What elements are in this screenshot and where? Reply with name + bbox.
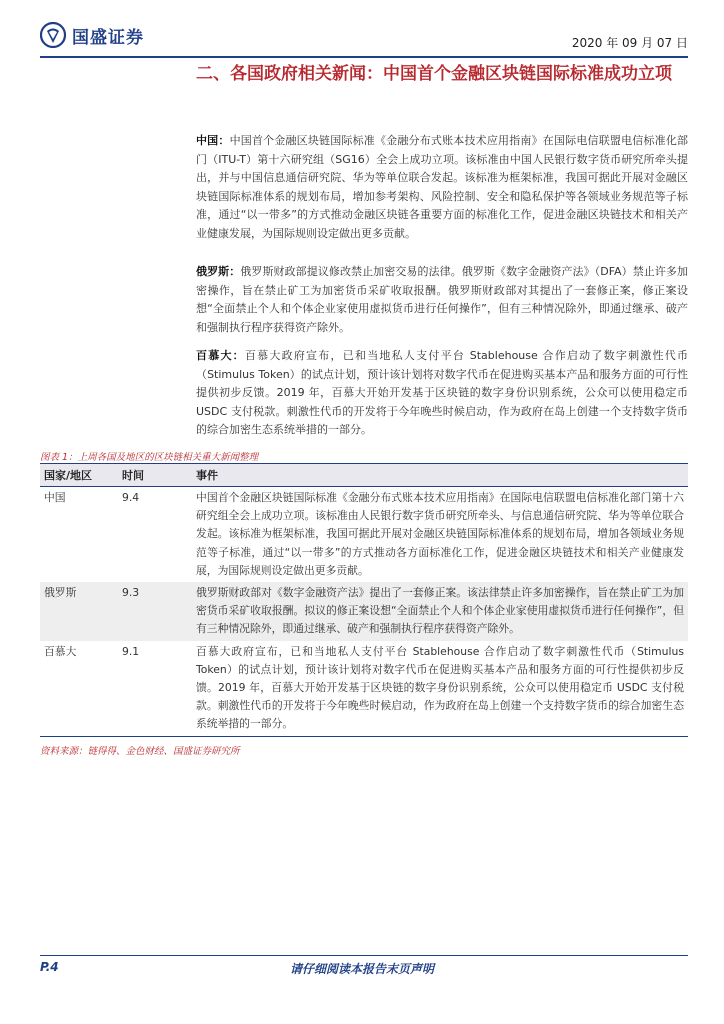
column-header-event: 事件 bbox=[196, 469, 218, 482]
cell-time: 9.4 bbox=[122, 491, 140, 504]
figure-caption: 图表 1：上周各国及地区的区块链相关重大新闻整理 bbox=[40, 452, 259, 463]
paragraph-bermuda bbox=[196, 347, 688, 440]
cell-country: 百慕大 bbox=[44, 644, 77, 658]
logo-emblem-icon bbox=[40, 22, 66, 48]
paragraph-lead: 中国： bbox=[196, 134, 230, 147]
cell-time: 9.1 bbox=[122, 644, 140, 658]
cell-time: 9.3 bbox=[122, 586, 140, 600]
page-header bbox=[40, 18, 688, 54]
table-row bbox=[40, 487, 688, 583]
cell-country: 中国 bbox=[44, 491, 66, 504]
table-row bbox=[40, 582, 688, 641]
paragraph-text: 俄罗斯财政部提议修改禁止加密交易的法律。俄罗斯《数字金融资产法》（DFA）禁止许多加密操作，旨在禁止矿工为加密货币采矿收取报酬。俄罗斯财政部对其提出了一套修正案，修正案设想“全面禁止个人和个体企业家使用虚拟货币进行任何操作”，但有三种情况除外，即通过继承、破产和强制执行程序获得资产除外。 bbox=[196, 265, 688, 334]
news-table bbox=[40, 463, 688, 737]
table-row bbox=[40, 641, 688, 737]
paragraph-russia bbox=[196, 263, 688, 337]
table-header-row bbox=[40, 464, 688, 487]
section-title: 二、各国政府相关新闻：中国首个金融区块链国际标准成功立项 bbox=[196, 64, 672, 84]
footer-disclaimer: 请仔细阅读本报告末页声明 bbox=[289, 962, 434, 976]
paragraph-text: 中国首个金融区块链国际标准《金融分布式账本技术应用指南》在国际电信联盟电信标准化部门（ITU-T）第十六研究组（SG16）全会上成功立项。该标准由中国人民银行数字货币研究所牵头提出，并与中国信息通信研究院、华为等单位联合发起。该标准为框架标准，我国可据此开展对金融区块链国际标准体系的规划布局，增加参考架构、风险控制、安全和隐私保护等各领域业务规范等子标准，通过“以一带多”的方式推动金融区块链各重要方面的标准化工作，促进金融区块链技术和相关产业健康发展，为国际规则设定做出更多贡献。 bbox=[196, 134, 689, 240]
logo-text: 国盛证券 bbox=[72, 27, 144, 48]
column-header-country: 国家/地区 bbox=[44, 469, 93, 482]
cell-event: 百慕大政府宣布，已和当地私人支付平台 Stablehouse 合作启动了数字刺激性代币（Stimulus Token）的试点计划，预计该计划将对数字代币在促进购买基本产品和服务方面的可行性提供初步反馈。2019 年，百慕大开始开发基于区块链的数字身份识别系统，公众可以使用稳定币 USDC 支付税款。刺激性代币的开发将于今年晚些时候启动，作为政府在岛上创建一个支持数字货币的综合加密生态系统举措的一部分。 bbox=[196, 644, 684, 731]
company-logo bbox=[40, 22, 144, 48]
paragraph-text: 百慕大政府宣布，已和当地私人支付平台 Stablehouse 合作启动了数字刺激性代币（Stimulus Token）的试点计划，预计该计划将对数字代币在促进购买基本产品和服务方面的可行性提供初步反馈。2019 年，百慕大开始开发基于区块链的数字身份识别系统，公众可以使用稳定币 USDC 支付税款。刺激性代币的开发将于今年晚些时候启动，作为政府在岛上创建一个支持数字货币的综合加密生态系统举措的一部分。 bbox=[196, 349, 688, 436]
paragraph-china bbox=[196, 132, 688, 243]
source-note: 资料来源：链得得、金色财经、国盛证券研究所 bbox=[40, 746, 240, 757]
header-divider bbox=[40, 56, 688, 58]
column-header-time: 时间 bbox=[122, 469, 144, 482]
paragraph-lead: 百慕大： bbox=[196, 349, 245, 362]
cell-event: 俄罗斯财政部对《数字金融资产法》提出了一套修正案。该法律禁止许多加密操作，旨在禁止矿工为加密货币采矿收取报酬。拟议的修正案设想“全面禁止个人和个体企业家使用虚拟货币进行任何操作”，但有三种情况除外，即通过继承、破产和强制执行程序获得资产除外。 bbox=[196, 586, 684, 636]
footer-divider bbox=[40, 955, 688, 956]
paragraph-lead: 俄罗斯： bbox=[196, 265, 241, 278]
cell-event: 中国首个金融区块链国际标准《金融分布式账本技术应用指南》在国际电信联盟电信标准化部门第十六研究组全会上成功立项。该标准由人民银行数字货币研究所牵头、与信息通信研究院、华为等单位联合发起。该标准为框架标准，我国可据此开展对金融区块链国际标准体系的规划布局，增加各领域业务规范等子标准，通过“以一带多”的方式推动各方面标准化工作，促进金融区块链技术和相关产业健康发展，为国际规则设定做出更多贡献。 bbox=[196, 491, 684, 577]
cell-country: 俄罗斯 bbox=[44, 586, 77, 600]
page-number: P.4 bbox=[40, 960, 59, 974]
report-date: 2020 年 09 月 07 日 bbox=[571, 36, 688, 50]
